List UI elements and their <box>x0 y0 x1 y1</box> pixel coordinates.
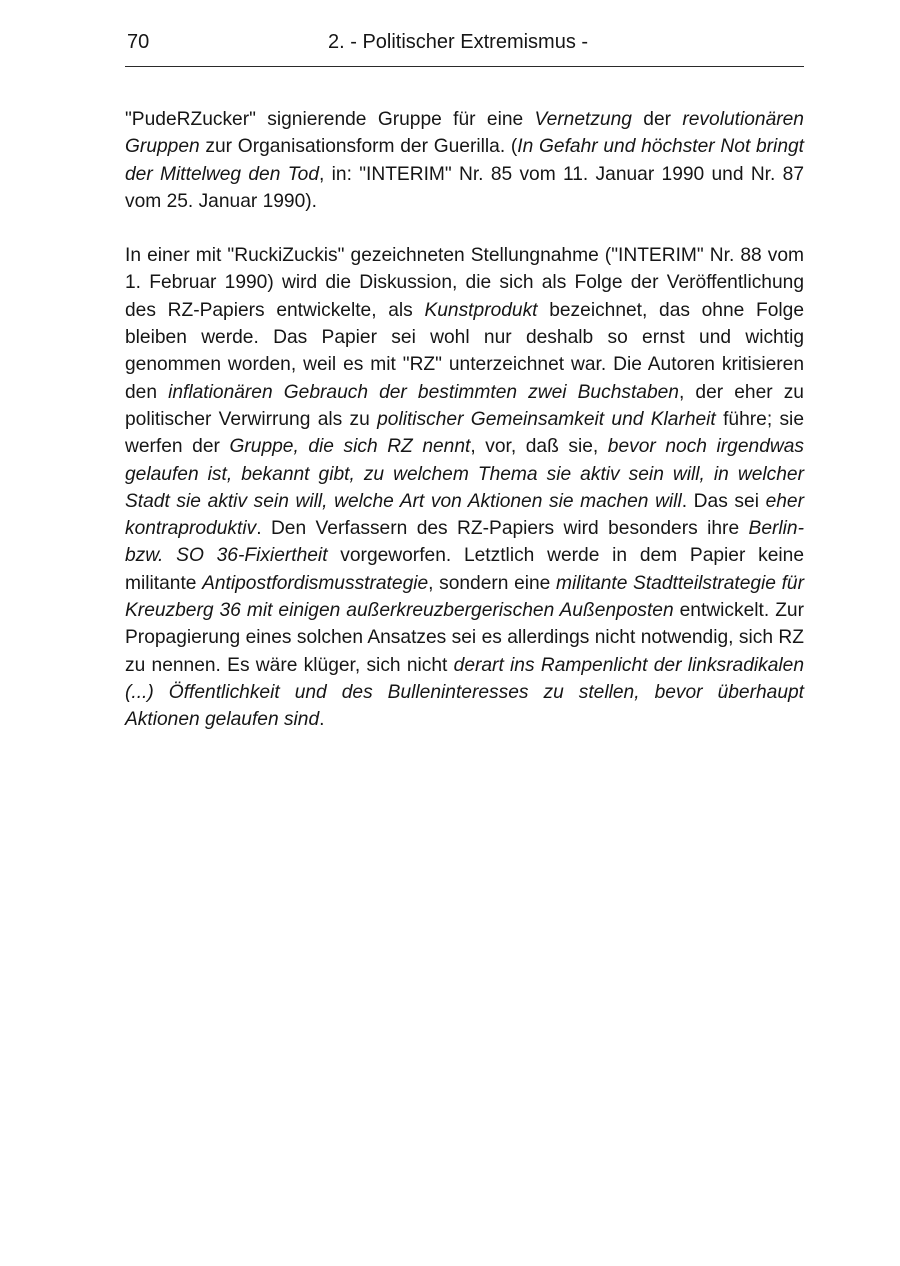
text-run: führe; sie werfen der <box>125 408 804 458</box>
text-run: . <box>319 709 325 731</box>
text-run: , in: "INTERIM" Nr. 85 vom 11. Januar 1990 und Nr. 87 vom 25. Januar 1990). <box>125 163 804 212</box>
page-number: 70 <box>127 31 150 53</box>
running-title: 2. - Politischer Extremismus - <box>328 31 589 53</box>
text-run: , sondern eine <box>428 572 556 594</box>
italic-text-run: Antipostfordismusstrategie <box>202 572 429 594</box>
text-run: "PudeRZucker" signierende Gruppe für eine <box>125 109 535 130</box>
italic-text-run: Vernetzung <box>534 109 632 130</box>
text-run: In einer mit "RuckiZuckis" gezeichneten Stellungnahme ("INTERIM" Nr. 88 vom 1. Februar 1990) wird die Diskussion, die sich als Folge der Veröffentlichung des RZ-Papiers entwickelte, als <box>125 245 804 321</box>
italic-text-run: Gruppe, die sich RZ nennt <box>229 436 471 458</box>
italic-text-run: eher kontraproduktiv <box>125 490 804 540</box>
text-run: . Den Verfassern des RZ-Papiers wird besonders ihre <box>256 518 749 540</box>
paragraph-1 <box>125 106 804 215</box>
italic-text-run: militante Stadtteilstrategie für Kreuzberg 36 mit einigen außerkreuzbergerischen Außenposten <box>125 572 804 622</box>
italic-text-run: inflationären Gebrauch der bestimmten zwei Buchstaben <box>168 381 679 403</box>
italic-text-run: Kunstprodukt <box>424 299 538 321</box>
text-run: bezeichnet, das ohne Folge bleiben werde. Das Papier sei wohl nur deshalb so ernst und wichtig genommen worden, weil es mit "RZ" unterzeichnet war. Die Autoren kritisieren den <box>125 299 804 403</box>
italic-text-run: revolutionären Gruppen <box>125 109 804 158</box>
text-run: der <box>631 109 683 130</box>
text-run: zur Organisationsform der Guerilla. ( <box>199 136 518 158</box>
italic-text-run: derart ins Rampenlicht der linksradikalen (...) Öffentlichkeit und des Bulleninteresses zu stellen, bevor überhaupt Aktionen gelaufen sind <box>125 654 804 731</box>
body-text <box>125 106 804 734</box>
italic-text-run: politischer Gemeinsamkeit und Klarheit <box>377 408 716 430</box>
text-run: , vor, daß sie, <box>470 436 608 458</box>
header-divider <box>125 66 804 67</box>
page-header <box>125 27 803 57</box>
paragraph-2 <box>125 242 804 733</box>
text-run: . Das sei <box>681 490 766 512</box>
italic-text-run: Berlin- bzw. SO 36-Fixiertheit <box>125 518 804 567</box>
text-run: vorgeworfen. Letztlich werde in dem Papier keine militante <box>125 545 804 594</box>
italic-text-run: In Gefahr und höchster Not bringt der Mittelweg den Tod <box>125 136 804 185</box>
text-run: , der eher zu politischer Verwirrung als zu <box>125 381 804 430</box>
italic-text-run: bevor noch irgendwas gelaufen ist, bekannt gibt, zu welchem Thema sie aktiv sein will, in welcher Stadt sie aktiv sein will, welche Art von Aktionen sie machen will <box>125 436 804 512</box>
text-run: entwickelt. Zur Propagierung eines solchen Ansatzes sei es allerdings nicht notwendig, sich RZ zu nennen. Es wäre klüger, sich nicht <box>125 600 804 676</box>
